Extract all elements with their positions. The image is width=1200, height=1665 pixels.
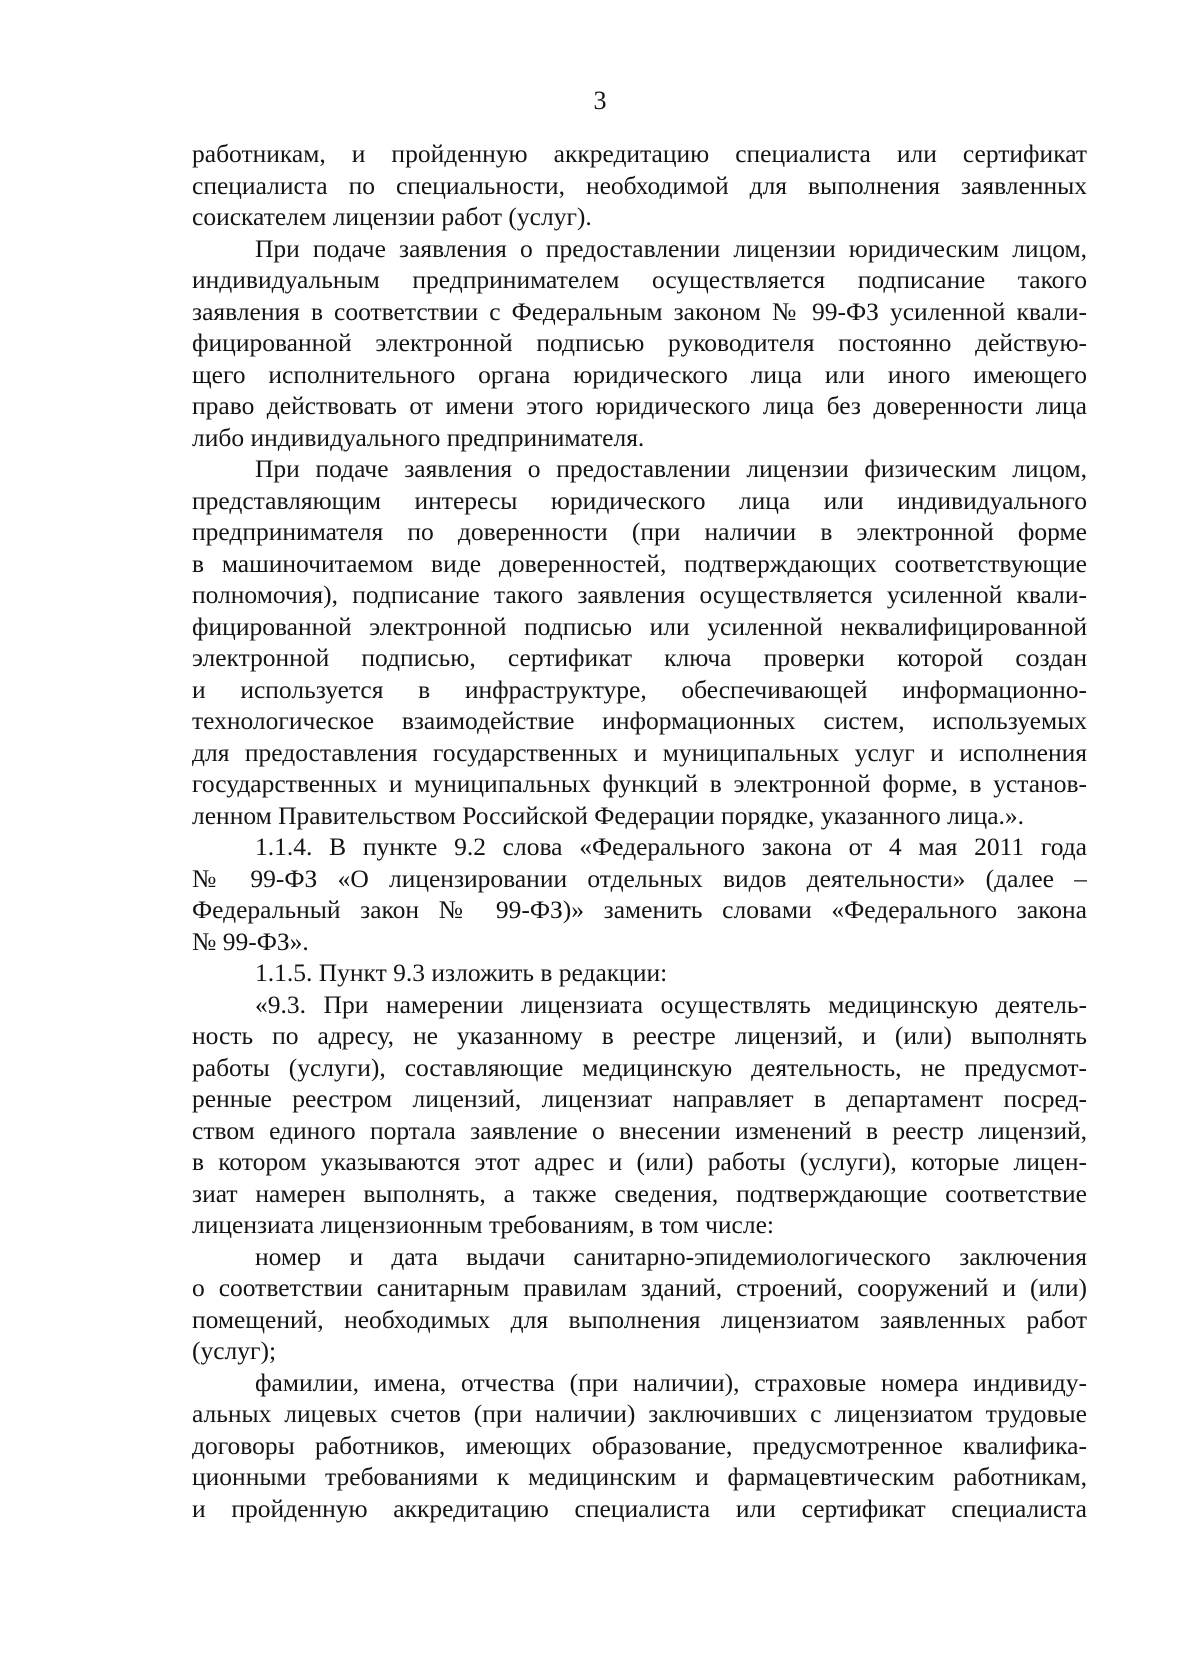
text-line: индивидуальным предпринимателем осуществляется подписание такого	[192, 265, 1087, 294]
text-line: представляющим интересы юридического лица или индивидуального	[192, 485, 1087, 515]
text-line: альных лицевых счетов (при наличии) заключивших с лицензиатом трудовые	[192, 1399, 1087, 1428]
text-line: (услуг);	[192, 1336, 277, 1365]
text-line: государственных и муниципальных функций в электронной форме, в установ-	[192, 769, 1087, 798]
text-line: в котором указываются этот адрес и (или) работы (услуги), которые лицен-	[192, 1147, 1087, 1176]
text-line: ционными требованиями к медицинским и фармацевтическим работникам,	[192, 1462, 1087, 1491]
text-line: При подаче заявления о предоставлении лицензии юридическим лицом,	[255, 233, 1087, 263]
text-line: № 99-ФЗ».	[192, 926, 309, 956]
text-line: полномочия), подписание такого заявления осуществляется усиленной квали-	[192, 580, 1087, 609]
text-line: ленном Правительством Российской Федерации порядке, указанного лица.».	[192, 800, 1025, 830]
text-line: либо индивидуального предпринимателя.	[192, 422, 645, 452]
text-line: заявления в соответствии с Федеральным законом № 99-ФЗ усиленной квали-	[192, 296, 1087, 326]
text-line: 1.1.4. В пункте 9.2 слова «Федерального закона от 4 мая 2011 года	[255, 832, 1087, 861]
text-line: «9.3. При намерении лицензиата осуществлять медицинскую деятель-	[255, 989, 1087, 1019]
text-line: электронной подписью, сертификат ключа проверки которой создан	[192, 643, 1087, 672]
text-line: помещений, необходимых для выполнения лицензиатом заявленных работ	[192, 1304, 1087, 1334]
text-line: ством единого портала заявление о внесении изменений в реестр лицензий,	[192, 1115, 1087, 1145]
text-line: щего исполнительного органа юридического лица или иного имеющего	[192, 359, 1087, 389]
text-line: соискателем лицензии работ (услуг).	[192, 202, 592, 231]
text-line: ность по адресу, не указанному в реестре лицензий, и (или) выполнять	[192, 1021, 1087, 1050]
text-line: Федеральный закон № 99-ФЗ)» заменить словами «Федерального закона	[192, 895, 1087, 924]
text-line: предпринимателя по доверенности (при наличии в электронной форме	[192, 517, 1087, 546]
text-line: и пройденную аккредитацию специалиста или сертификат специалиста	[192, 1493, 1087, 1523]
text-line: зиат намерен выполнять, а также сведения, подтверждающие соответствие	[192, 1178, 1087, 1208]
text-line: фамилии, имена, отчества (при наличии), страховые номера индивиду-	[255, 1367, 1087, 1397]
text-line: ренные реестром лицензий, лицензиат направляет в департамент посред-	[192, 1084, 1087, 1113]
text-line: работы (услуги), составляющие медицинскую деятельность, не предусмот-	[192, 1052, 1087, 1082]
text-line: № 99-ФЗ «О лицензировании отдельных видов деятельности» (далее –	[192, 863, 1087, 893]
text-line: При подаче заявления о предоставлении лицензии физическим лицом,	[255, 454, 1087, 483]
text-line: фицированной электронной подписью руководителя постоянно действую-	[192, 328, 1087, 357]
text-line: в машиночитаемом виде доверенностей, подтверждающих соответствующие	[192, 548, 1087, 578]
document-body	[192, 138, 1087, 1524]
text-line: право действовать от имени этого юридического лица без доверенности лица	[192, 391, 1087, 420]
text-line: технологическое взаимодействие информационных систем, используемых	[192, 706, 1087, 735]
text-line: для предоставления государственных и муниципальных услуг и исполнения	[192, 737, 1087, 767]
text-line: 1.1.5. Пункт 9.3 изложить в редакции:	[255, 958, 668, 987]
text-line: лицензиата лицензионным требованиям, в том числе:	[192, 1210, 774, 1239]
text-line: работникам, и пройденную аккредитацию специалиста или сертификат	[192, 139, 1087, 168]
page-number: 3	[593, 86, 607, 115]
text-line: номер и дата выдачи санитарно-эпидемиологического заключения	[255, 1241, 1087, 1271]
text-line: фицированной электронной подписью или усиленной неквалифицированной	[192, 611, 1087, 641]
text-line: договоры работников, имеющих образование, предусмотренное квалифика-	[192, 1430, 1087, 1460]
text-line: о соответствии санитарным правилам зданий, строений, сооружений и (или)	[192, 1273, 1087, 1302]
text-line: и используется в инфраструктуре, обеспечивающей информационно-	[192, 674, 1087, 704]
text-line: специалиста по специальности, необходимой для выполнения заявленных	[192, 170, 1087, 200]
